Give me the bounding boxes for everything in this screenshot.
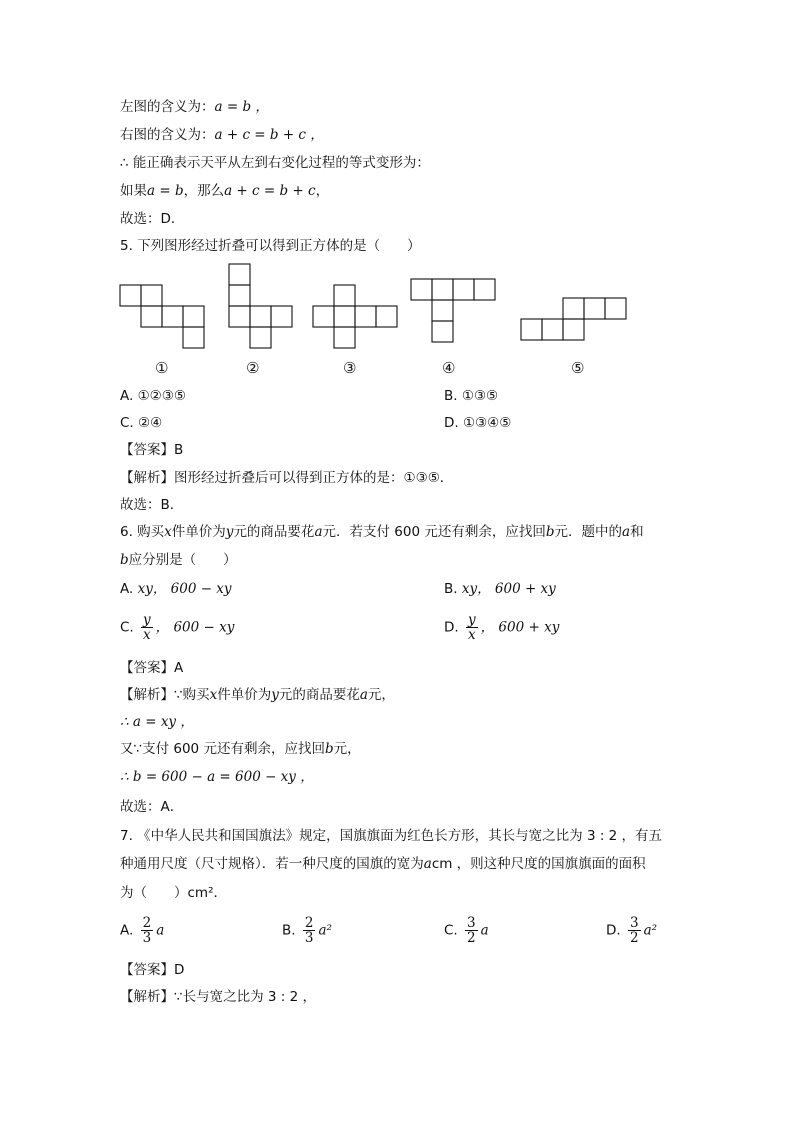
q6-analysis-line-2: ∴ a = xy ， xyxy=(120,714,194,730)
q6-option-d: D. $\frac{y}{x}$ ， 600 + xy xyxy=(444,612,560,644)
q7-stem-line-3: 为（ ）cm²． xyxy=(120,885,227,901)
q7-stem-line-2: 种通用尺度（尺寸规格）．若一种尺度的国旗的宽为acm ，则这种尺度的国旗旗面的面积 xyxy=(120,856,646,872)
q7-answer: 【答案】D xyxy=(120,962,185,978)
choice-line: 故选：D． xyxy=(120,211,185,227)
fraction: $\frac{2}{3}$ xyxy=(304,915,314,947)
q6-analysis-line-3: 又∵支付 600 元还有剩余，应找回b元， xyxy=(120,741,361,757)
figure-label-5: ⑤ xyxy=(571,359,585,377)
q5-option-d: D. ①③④⑤ xyxy=(444,415,512,431)
figure-label-1: ① xyxy=(155,359,169,377)
q6-choice: 故选：A． xyxy=(120,799,184,815)
net-figure-3 xyxy=(313,285,397,348)
q6-answer: 【答案】A xyxy=(120,660,184,676)
q6-option-b: B. xy， 600 + xy xyxy=(444,581,556,597)
fraction: $\frac{y}{x}$ xyxy=(467,612,476,644)
q7-stem-line-1: 7. 《中华人民共和国国旗法》规定，国旗旗面为红色长方形，其长与宽之比为 3 : 2 ，有五 xyxy=(120,828,663,844)
q5-option-c: C. ②④ xyxy=(120,415,163,431)
net-figures xyxy=(0,0,794,360)
fraction: $\frac{y}{x}$ xyxy=(143,612,151,644)
q7-option-b: B. $\frac{2}{3}$ a² xyxy=(282,915,332,947)
net-figure-5 xyxy=(521,298,626,340)
fraction: $\frac{2}{3}$ xyxy=(142,915,152,947)
net-figure-2 xyxy=(229,264,292,348)
q7-option-c: C. $\frac{3}{2}$ a xyxy=(444,915,489,947)
fraction: $\frac{3}{2}$ xyxy=(629,915,639,947)
figure-label-3: ③ xyxy=(343,359,357,377)
q6-stem-line-2: b应分别是（ ） xyxy=(120,552,237,568)
q6-stem-line-1: 6. 购买x件单价为y元的商品要花a元．若支付 600 元还有剩余，应找回b元．题中的a和 xyxy=(120,524,644,540)
q5-choice: 故选：B． xyxy=(120,497,184,513)
q6-option-c: C. $\frac{y}{x}$ ， 600 − xy xyxy=(120,612,235,644)
net-figure-4 xyxy=(411,279,495,342)
q5-analysis: 【解析】图形经过折叠后可以得到正方体的是：①③⑤． xyxy=(120,470,454,486)
q6-analysis-line-1: 【解析】∵购买x件单价为y元的商品要花a元， xyxy=(120,687,395,703)
q5-answer: 【答案】B xyxy=(120,442,184,458)
q7-option-a: A. $\frac{2}{3}$ a xyxy=(120,915,165,947)
figure-label-4: ④ xyxy=(442,359,456,377)
q6-analysis-line-4: ∴ b = 600 − a = 600 − xy ， xyxy=(120,769,314,785)
solution-line-1: 左图的含义为：a = b ， xyxy=(120,99,269,115)
solution-line-3: ∴ 能正确表示天平从左到右变化过程的等式变形为： xyxy=(120,155,430,171)
q5-option-a: A. ①②③⑤ xyxy=(120,388,186,404)
q5-option-b: B. ①③⑤ xyxy=(444,388,499,404)
q7-option-d: D. $\frac{3}{2}$ a² xyxy=(606,915,658,947)
solution-line-4: 如果a = b，那么a + c = b + c， xyxy=(120,183,330,199)
net-figure-1 xyxy=(120,285,204,348)
fraction: $\frac{3}{2}$ xyxy=(467,915,476,947)
figure-label-2: ② xyxy=(246,359,260,377)
q7-analysis: 【解析】∵长与宽之比为 3 : 2 ， xyxy=(120,989,316,1005)
q5-stem: 5. 下列图形经过折叠可以得到正方体的是（ ） xyxy=(120,238,421,254)
q6-option-a: A. xy， 600 − xy xyxy=(120,581,232,597)
solution-line-2: 右图的含义为：a + c = b + c ， xyxy=(120,127,324,143)
